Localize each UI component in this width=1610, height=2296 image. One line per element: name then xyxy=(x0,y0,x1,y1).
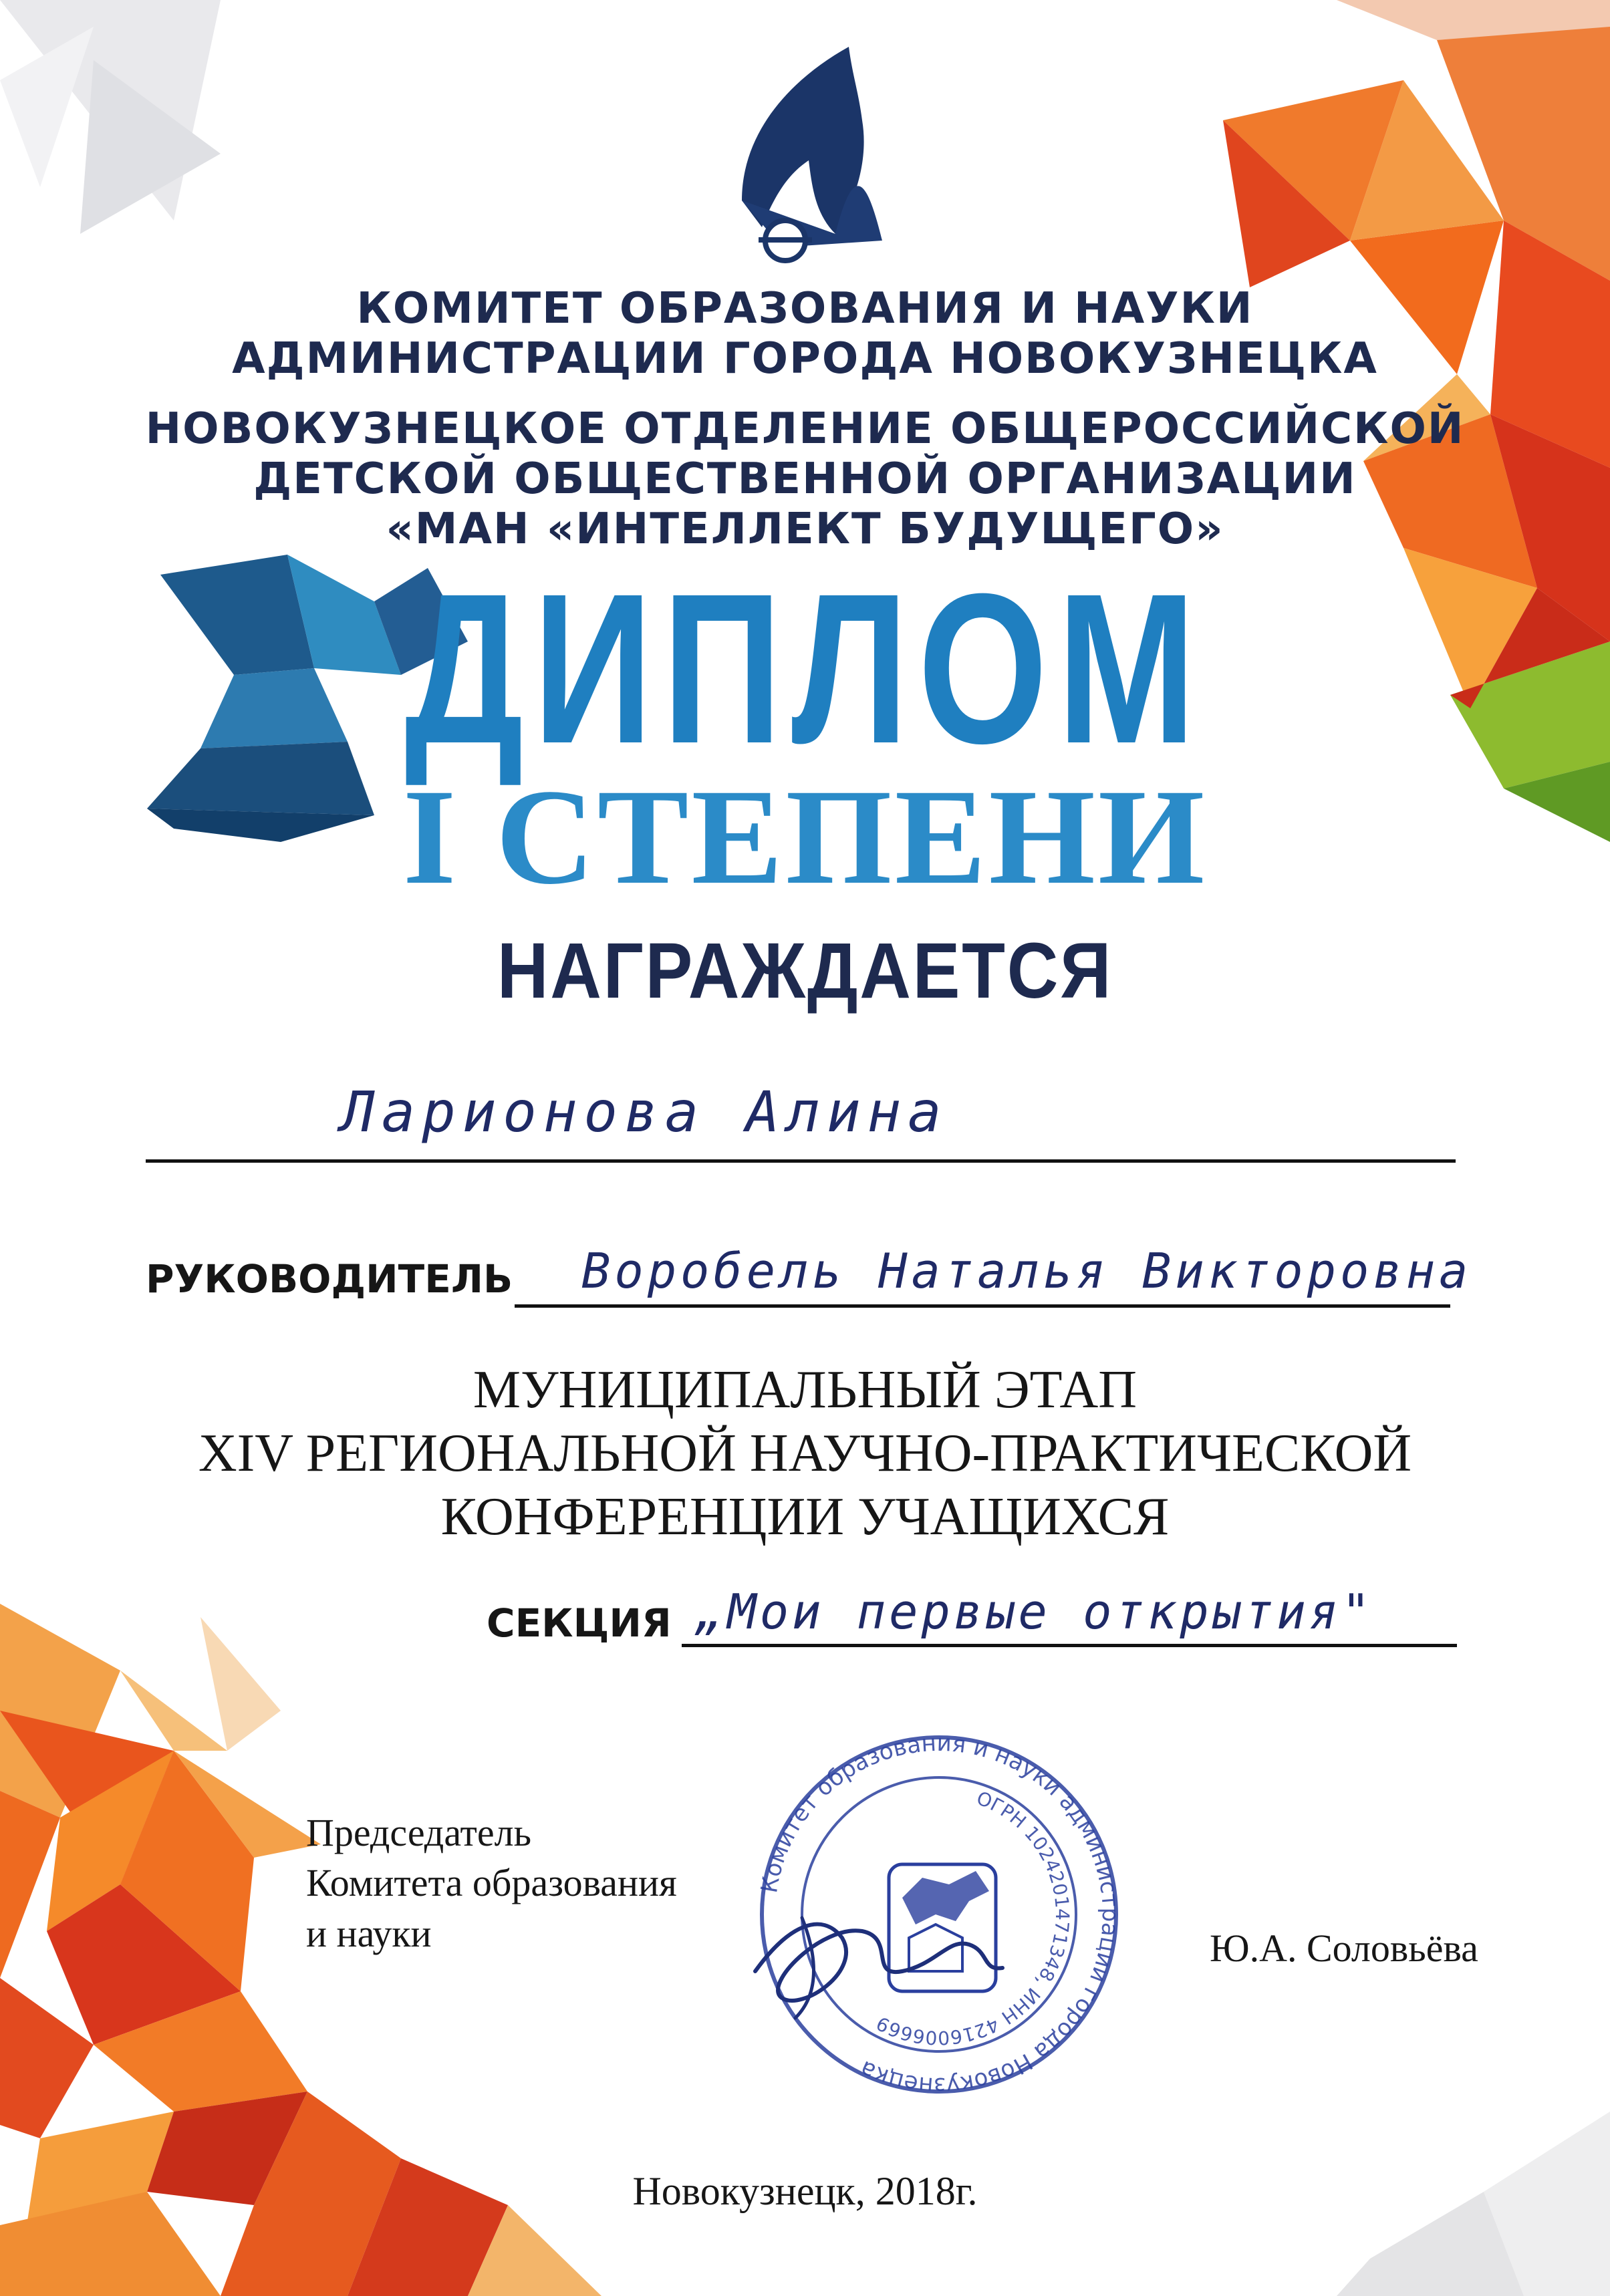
footer-city-year: Новокузнецк, 2018г. xyxy=(632,2169,978,2213)
diploma-title: ДИПЛОМ xyxy=(404,549,1206,788)
signatory-line-2: Комитета образования xyxy=(306,1861,677,1905)
signatory-line-3: и науки xyxy=(306,1911,432,1955)
header-line-1: КОМИТЕТ ОБРАЗОВАНИЯ И НАУКИ xyxy=(356,284,1254,333)
awarded-label: НАГРАЖДАЕТСЯ xyxy=(497,927,1113,1015)
event-line-1: МУНИЦИПАЛЬНЫЙ ЭТАП xyxy=(473,1360,1137,1419)
stamp-outer-text: Комитет образования и науки администрации города Новокузнецка xyxy=(756,1729,1124,2100)
event-line-2: XIV РЕГИОНАЛЬНОЙ НАУЧНО-ПРАКТИЧЕСКОЙ xyxy=(198,1424,1412,1483)
signatory-name: Ю.А. Соловьёва xyxy=(1210,1926,1478,1970)
event-line-3: КОНФЕРЕНЦИИ УЧАЩИХСЯ xyxy=(440,1487,1170,1546)
section-label: СЕКЦИЯ xyxy=(487,1600,672,1646)
supervisor-name: Воробель Наталья Викторовна xyxy=(581,1243,1472,1299)
diploma-degree: I СТЕПЕНИ xyxy=(402,761,1208,913)
signatory-line-1: Председатель xyxy=(306,1811,532,1854)
header-line-2: АДМИНИСТРАЦИИ ГОРОДА НОВОКУЗНЕЦКА xyxy=(232,334,1378,384)
header-line-3: НОВОКУЗНЕЦКОЕ ОТДЕЛЕНИЕ ОБЩЕРОССИЙСКОЙ xyxy=(145,404,1465,454)
header-line-4: ДЕТСКОЙ ОБЩЕСТВЕННОЙ ОРГАНИЗАЦИИ xyxy=(253,454,1357,504)
section-value: „Мои первые открытия" xyxy=(695,1584,1374,1640)
recipient-name: Ларионова Алина xyxy=(341,1079,948,1145)
header-line-5: «МАН «ИНТЕЛЛЕКТ БУДУЩЕГО» xyxy=(386,505,1224,554)
stamp-inner-text: ОГРН 1024201471348, ИНН 4216006669 xyxy=(872,1787,1074,2049)
supervisor-label: РУКОВОДИТЕЛЬ xyxy=(146,1256,513,1302)
